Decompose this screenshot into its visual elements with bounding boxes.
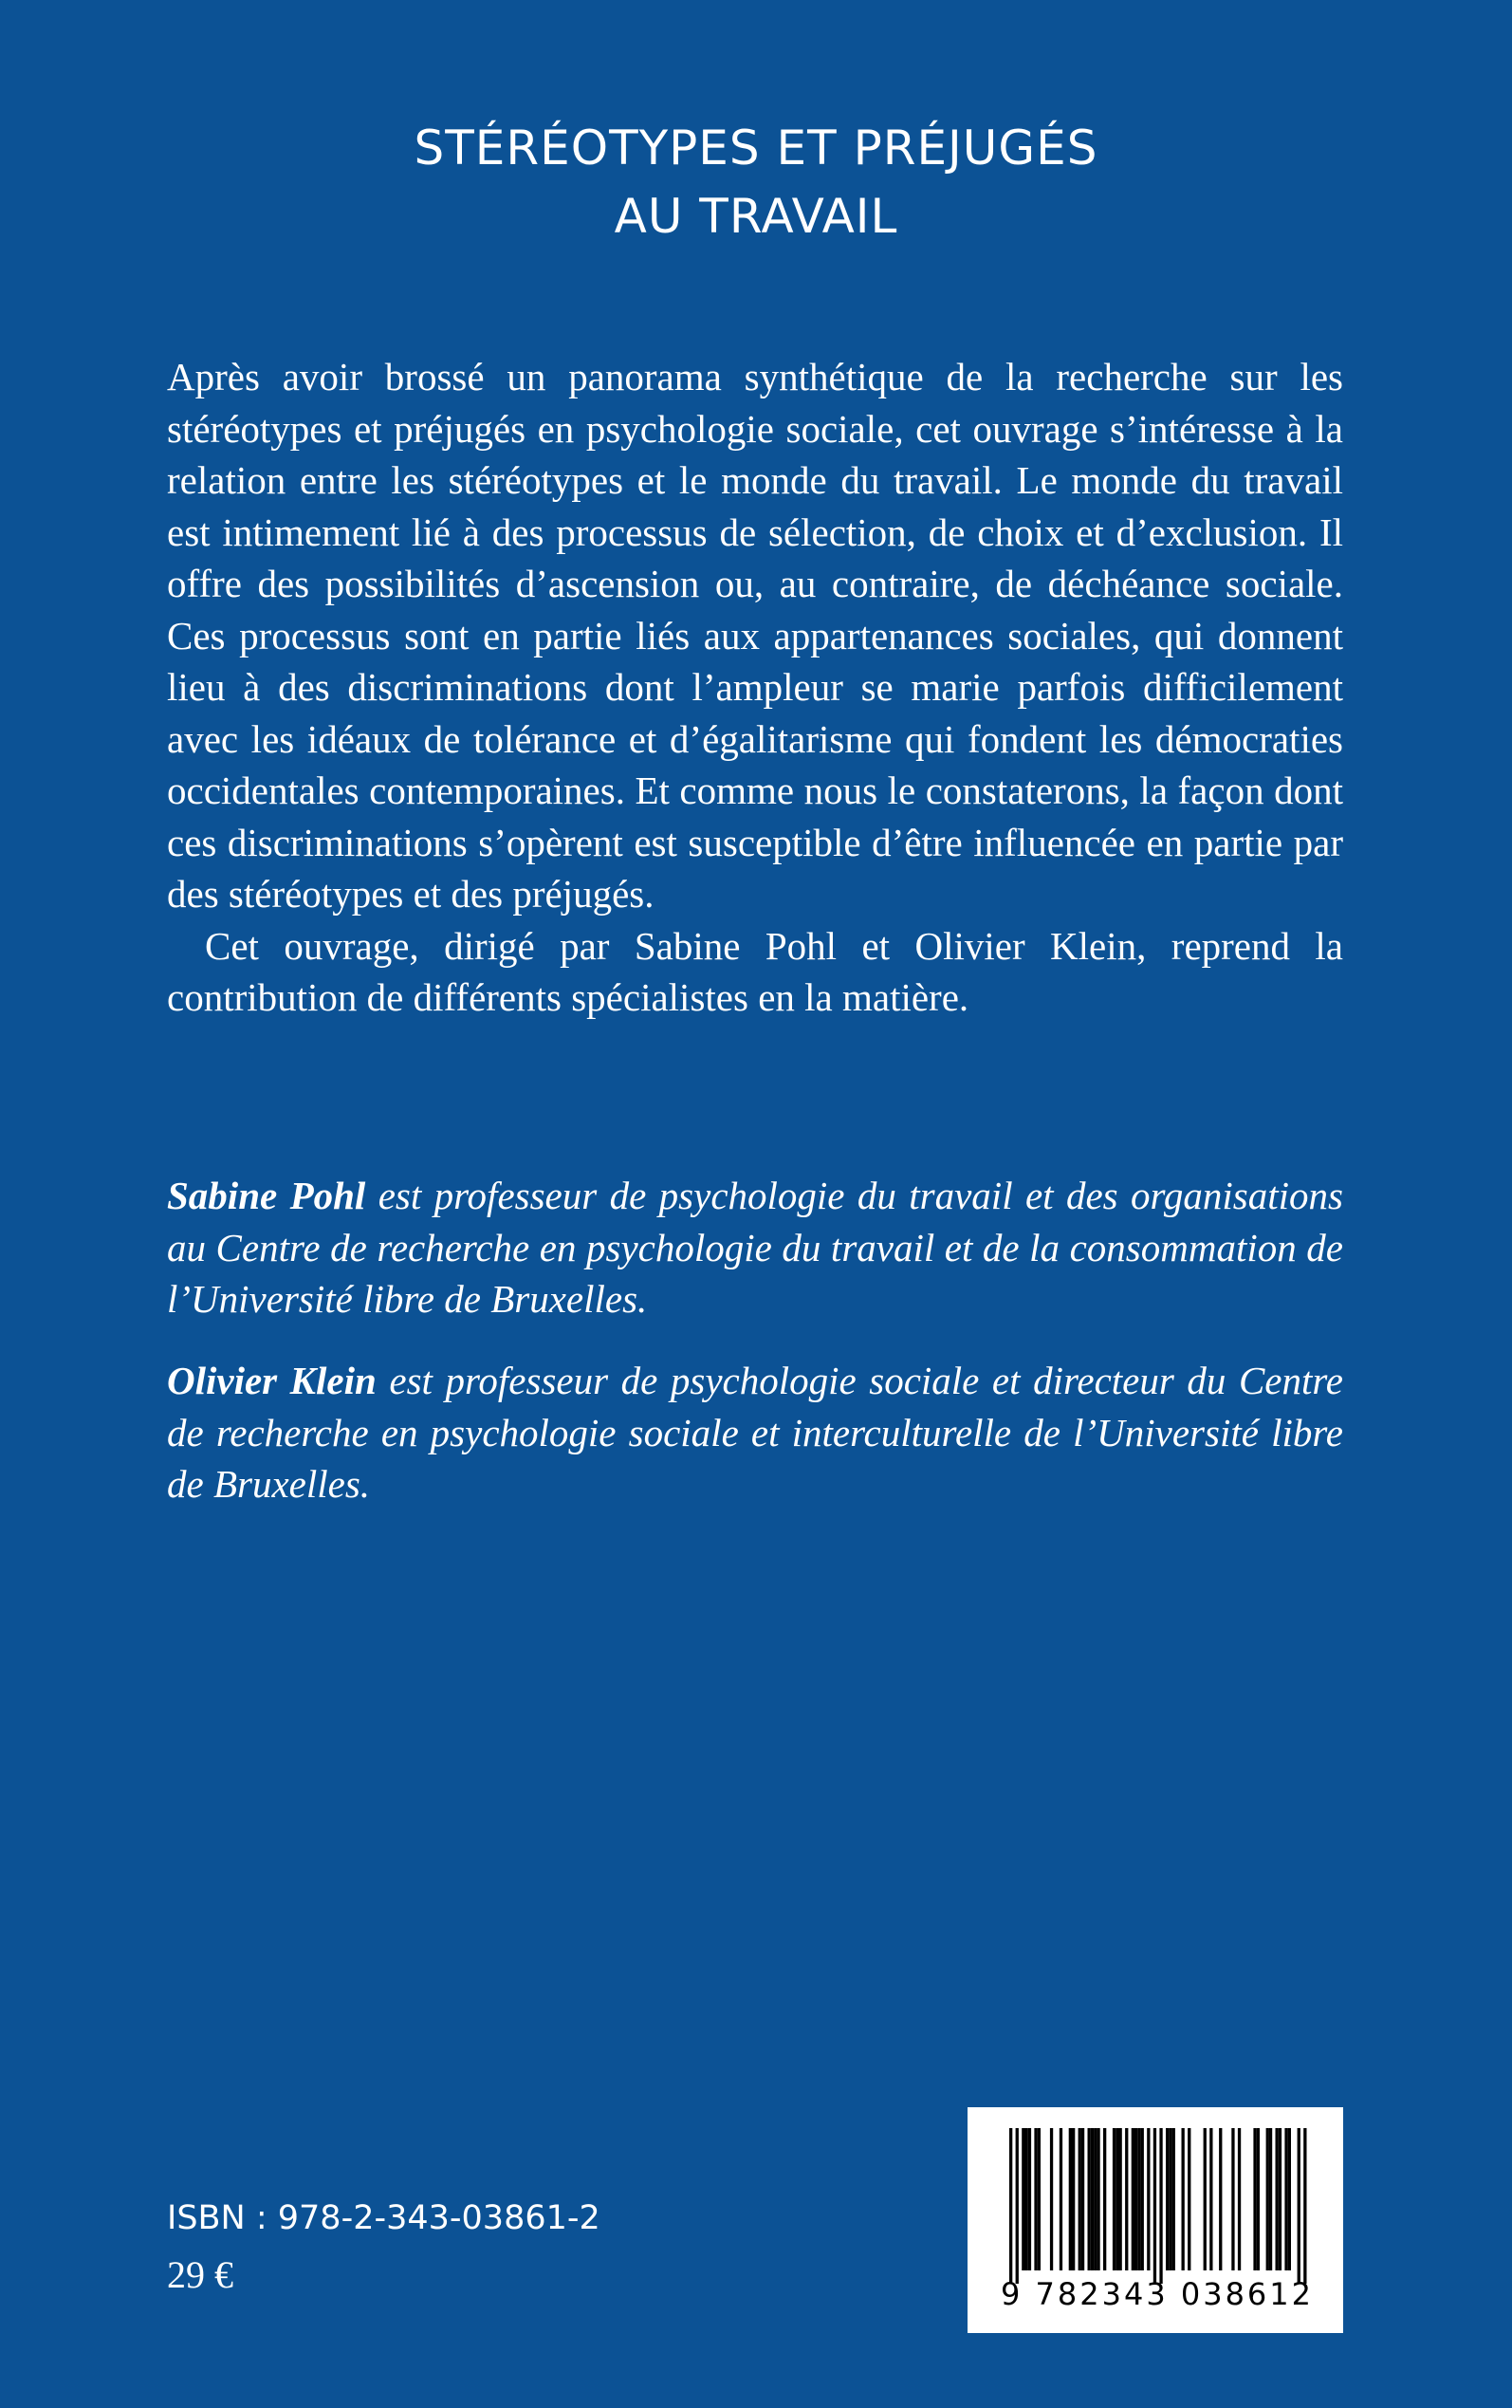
barcode-bar [1137,2128,1140,2270]
book-summary [167,351,1343,1024]
barcode-digits: 9 782343 038612 [1000,2276,1314,2312]
barcode-bar [1166,2128,1169,2270]
barcode-bar [1022,2128,1024,2270]
barcode-bar [1016,2128,1019,2284]
barcode-bar [1050,2128,1053,2270]
author-name: Olivier Klein [167,1359,377,1402]
author-bio-text: est professeur de psychologie du travail et des organisations au Centre de recherche en psychologie du travail et de la consommation de l’Université libre de Bruxelles. [167,1174,1343,1321]
barcode-bar [1153,2128,1156,2284]
barcode-bar [1276,2128,1279,2270]
barcode-bar [1025,2128,1028,2270]
barcode-bar [1079,2128,1081,2270]
barcode-bar [1172,2128,1175,2270]
barcode-bar [1103,2128,1106,2270]
barcode-bar [1204,2128,1207,2270]
barcode-bar [1088,2128,1091,2270]
barcode-bar [1257,2128,1260,2270]
summary-paragraph-1: Après avoir brossé un panorama synthétique de la recherche sur les stéréotypes et préjugés en psychologie sociale, cet ouvrage s’intéresse à la relation entre les stéréotypes et le monde du travail. Le monde du travail est intimement lié à des processus de sélection, de choix et d’exclusion. Il offre des possibilités d’ascension ou, au contraire, de déchéance sociale. Ces processus sont en partie liés aux appartenances sociales, qui donnent lieu à des discriminations dont l’ampleur se marie parfois difficilement avec les idéaux de tolérance et d’égalitarisme qui fondent les démocraties occidentales contemporaines. Et comme nous le constaterons, la façon dont ces discriminations s’opèrent est susceptible d’être influencée en partie par des stéréotypes et des préjugés. [167,355,1343,916]
barcode-bar [1081,2128,1084,2270]
barcode-bar [1238,2128,1241,2270]
barcode-bar [1125,2128,1128,2270]
author-name: Sabine Pohl [167,1174,366,1217]
barcode-bar [1134,2128,1137,2270]
barcode-bar [1279,2128,1282,2270]
barcode-bar [1266,2128,1269,2270]
summary-paragraph-2: Cet ouvrage, dirigé par Sabine Pohl et Olivier Klein, reprend la contribution de différents spécialistes en la matière. [167,923,1343,1019]
barcode-bar [1034,2128,1037,2270]
barcode-bar [1269,2128,1272,2270]
barcode-bar [1169,2128,1171,2270]
barcode-bar [1072,2128,1075,2270]
barcode-bar [1060,2128,1062,2270]
barcode-bar [1132,2128,1134,2270]
book-title-line-2: AU TRAVAIL [614,189,898,244]
barcode [968,2107,1343,2333]
barcode-bar [1219,2128,1222,2270]
barcode-bar [1069,2128,1072,2270]
barcode-bar [1188,2128,1190,2270]
barcode-bar [1298,2128,1300,2284]
barcode-bar [1182,2128,1185,2270]
barcode-bar [1141,2128,1144,2270]
price-label: 29 € [167,2253,233,2296]
barcode-bar [1159,2128,1162,2284]
barcode-bar [1091,2128,1094,2270]
book-title [0,114,1512,250]
author-bio-sabine-pohl [167,1170,1343,1325]
barcode-bar [1209,2128,1212,2270]
isbn-label: ISBN : 978-2-343-03861-2 [167,2199,600,2237]
barcode-bar [1094,2128,1097,2270]
barcode-bar [1147,2128,1150,2270]
barcode-bar [1231,2128,1234,2270]
barcode-bar [1009,2128,1012,2284]
barcode-bar [1113,2128,1116,2270]
book-title-line-1: STÉRÉOTYPES ET PRÉJUGÉS [414,120,1098,176]
barcode-bar [1116,2128,1118,2270]
barcode-bar [1028,2128,1031,2270]
barcode-bar [1288,2128,1291,2270]
barcode-bar [1119,2128,1122,2270]
author-bio-text: est professeur de psychologie sociale et directeur du Centre de recherche en psychologie sociale et interculturelle de l’Université libre de Bruxelles. [167,1359,1344,1506]
barcode-bar [1097,2128,1099,2270]
barcode-bar [1284,2128,1287,2270]
barcode-bar [1038,2128,1041,2270]
author-bio-olivier-klein [167,1355,1343,1510]
barcode-bar [1303,2128,1306,2284]
barcode-bar [1253,2128,1256,2270]
